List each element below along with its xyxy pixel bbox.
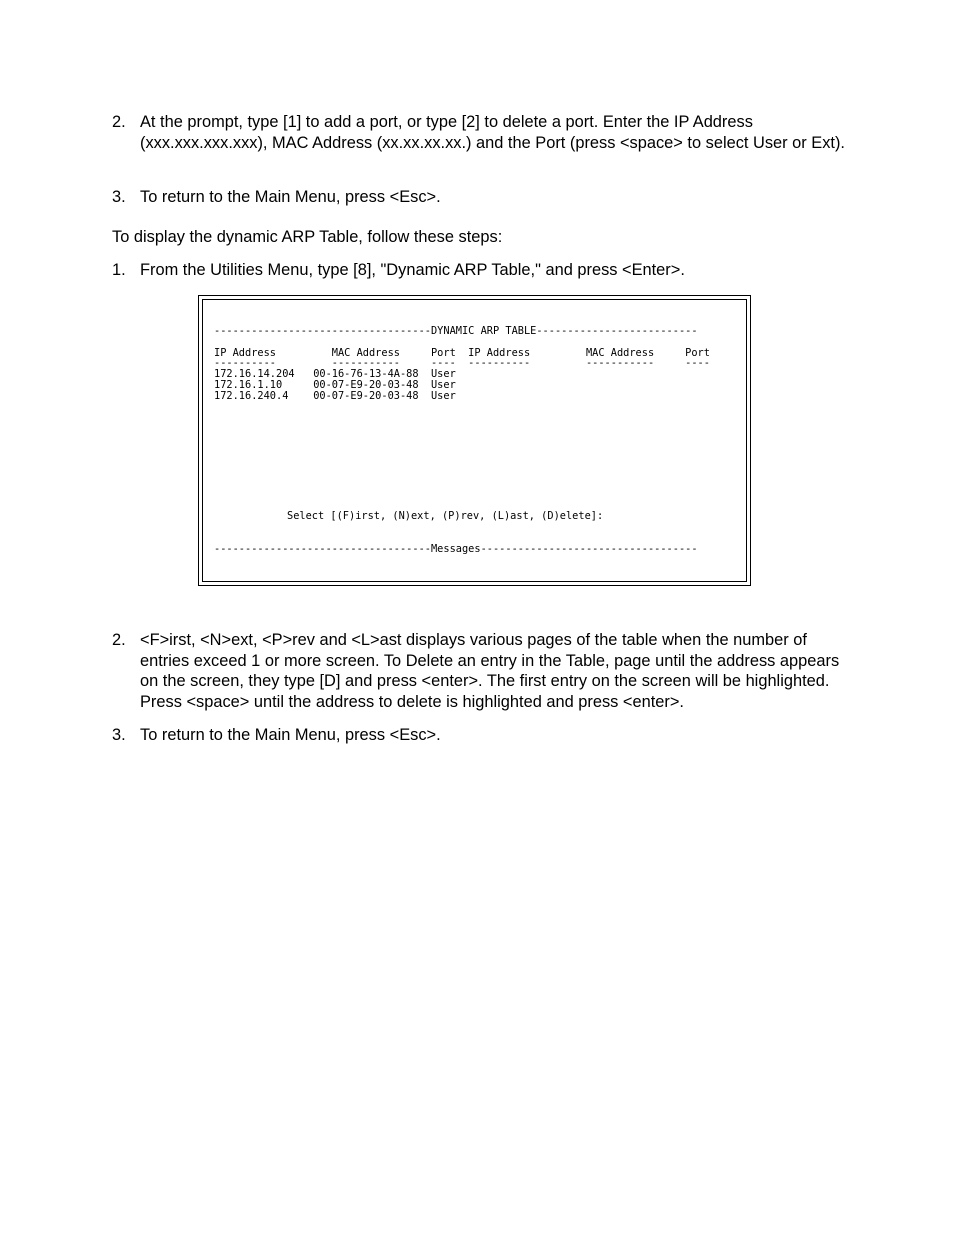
terminal-header-line: IP Address MAC Address Port IP Address MAC Address Port bbox=[214, 347, 710, 359]
terminal-title-line: -----------------------------------DYNAMIC ARP TABLE-------------------------- bbox=[214, 325, 698, 337]
step-text: From the Utilities Menu, type [8], "Dynamic ARP Table," and press <Enter>. bbox=[140, 261, 685, 279]
terminal-row: 172.16.240.4 00-07-E9-20-03-48 User bbox=[214, 390, 456, 402]
step-text: To return to the Main Menu, press <Esc>. bbox=[140, 188, 441, 206]
step-number: 2. bbox=[112, 113, 126, 131]
step-text: To return to the Main Menu, press <Esc>. bbox=[140, 726, 441, 744]
terminal-row: 172.16.1.10 00-07-E9-20-03-48 User bbox=[214, 379, 456, 391]
step-number: 2. bbox=[112, 631, 126, 649]
step-number: 1. bbox=[112, 261, 126, 279]
terminal-prompt: Select [(F)irst, (N)ext, (P)rev, (L)ast, (D)elete]: bbox=[287, 510, 604, 522]
terminal-row: 172.16.14.204 00-16-76-13-4A-88 User bbox=[214, 368, 456, 380]
step-text: At the prompt, type [1] to add a port, or type [2] to delete a port. Enter the IP Address (xxx.xxx.xxx.xxx), MAC Address (xx.xx.xx.xx.) and the Port (press <space> to select User or Ext). bbox=[140, 113, 845, 152]
step-text: <F>irst, <N>ext, <P>rev and <L>ast displays various pages of the table when the number of entries exceed 1 or more screen. To Delete an entry in the Table, page until the address appears on the screen, they type [D] and press <enter>. The first entry on the screen will be highlighted. Press <space> until the address to delete is highlighted and press <enter>. bbox=[140, 631, 840, 711]
terminal-messages-line: -----------------------------------Messages----------------------------------- bbox=[214, 543, 698, 555]
intro-paragraph: To display the dynamic ARP Table, follow these steps: bbox=[112, 228, 503, 246]
terminal-inner-frame bbox=[202, 299, 747, 582]
step-number: 3. bbox=[112, 726, 126, 744]
step-number: 3. bbox=[112, 188, 126, 206]
terminal-underline-line: ---------- ----------- ---- ---------- ----------- ---- bbox=[214, 357, 710, 369]
